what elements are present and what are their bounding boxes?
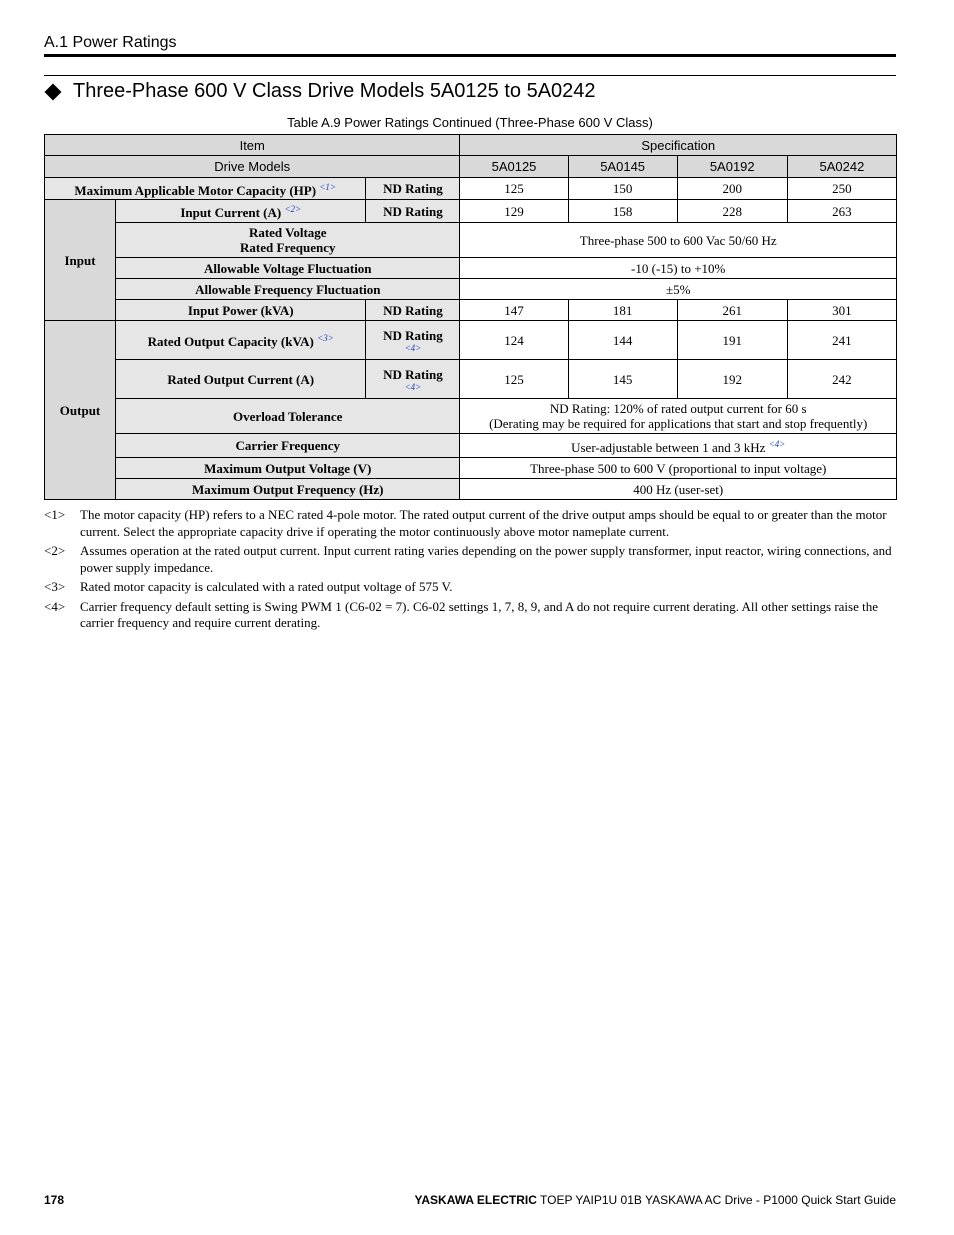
page-title — [44, 80, 904, 103]
table-cell: 158 — [568, 200, 677, 223]
motor-capacity-row — [45, 178, 897, 200]
table-cell: Three-phase 500 to 600 V (proportional to input voltage) — [460, 458, 897, 479]
table-cell: 400 Hz (user-set) — [460, 479, 897, 500]
table-cell: 144 — [568, 321, 677, 360]
table-cell: ±5% — [460, 279, 897, 300]
model-header: 5A0125 — [460, 156, 568, 178]
table-cell: 129 — [460, 200, 568, 223]
max-voltage-row — [45, 458, 897, 479]
carrier-frequency-row — [45, 434, 897, 458]
footnote-ref-link[interactable]: <4> — [768, 438, 786, 449]
power-ratings-table — [44, 134, 897, 500]
model-header: 5A0145 — [568, 156, 677, 178]
carrier-frequency-label: Carrier Frequency — [116, 434, 460, 458]
table-cell: 250 — [787, 178, 896, 200]
models-row — [45, 156, 897, 178]
page-title-text: Three-Phase 600 V Class Drive Models 5A0125 to 5A0242 — [73, 80, 596, 102]
table-cell: -10 (-15) to +10% — [460, 258, 897, 279]
footnote — [44, 579, 896, 596]
title-rule — [44, 75, 896, 76]
nd-rating-label: ND Rating — [366, 300, 460, 321]
table-cell: 181 — [568, 300, 677, 321]
footnote-text: Assumes operation at the rated output current. Input current rating varies depending on the power supply transformer, input reactor, wiring connections, and power supply impedance. — [80, 543, 892, 575]
output-capacity-label: Rated Output Capacity (kVA) $^{<3>}$ — [116, 321, 366, 360]
table-cell: 263 — [787, 200, 896, 223]
table-cell: Three-phase 500 to 600 Vac 50/60 Hz — [460, 223, 897, 258]
footer-brand: YASKAWA ELECTRIC — [414, 1193, 537, 1207]
output-current-row — [45, 360, 897, 399]
input-power-row — [45, 300, 897, 321]
table-cell: 261 — [677, 300, 787, 321]
footnote-tag: <1> — [44, 507, 66, 522]
rated-voltage-frequency-label: Rated Voltage Rated Frequency — [116, 223, 460, 258]
table-caption: Table A.9 Power Ratings Continued (Three-Phase 600 V Class) — [287, 115, 653, 130]
section-header: A.1 Power Ratings — [44, 34, 177, 51]
overload-label: Overload Tolerance — [116, 399, 460, 434]
motor-capacity-label: Maximum Applicable Motor Capacity (HP) $^{<1>}$ — [45, 178, 366, 200]
table-cell: ND Rating: 120% of rated output current for 60 s (Derating may be required for applications that start and stop frequently) — [460, 399, 897, 434]
footnote-tag: <2> — [44, 543, 66, 558]
table-cell: 150 — [568, 178, 677, 200]
nd-rating-label: ND Rating — [366, 178, 460, 200]
footnote-ref-link[interactable]: <3> — [317, 333, 334, 343]
voltage-fluctuation-row — [45, 258, 897, 279]
output-current-label: Rated Output Current (A) — [116, 360, 366, 399]
footnote — [44, 599, 896, 632]
max-frequency-row — [45, 479, 897, 500]
table-cell: 192 — [677, 360, 787, 399]
table-cell: 191 — [677, 321, 787, 360]
diamond-bullet-icon — [45, 83, 62, 100]
max-voltage-label: Maximum Output Voltage (V) — [116, 458, 460, 479]
input-current-label: Input Current (A) $^{<2>}$ — [116, 200, 366, 223]
table-cell: 200 — [677, 178, 787, 200]
footnote — [44, 507, 896, 540]
footnote-tag: <4> — [44, 598, 66, 614]
table-cell: 124 — [460, 321, 568, 360]
item-header: Item — [45, 135, 460, 156]
footnote-tag: <3> — [44, 579, 66, 594]
input-power-label: Input Power (kVA) — [116, 300, 366, 321]
footnote-ref-link[interactable]: <1> — [319, 181, 336, 192]
footnote-text: Rated motor capacity is calculated with a rated output voltage of 575 V. — [80, 579, 453, 594]
table-cell: 301 — [787, 300, 896, 321]
overload-row — [45, 399, 897, 434]
output-group-label: Output — [45, 321, 116, 500]
footnote-ref-link[interactable]: <2> — [284, 204, 302, 214]
footnote-ref-link[interactable]: <4> — [404, 342, 422, 353]
frequency-fluctuation-label: Allowable Frequency Fluctuation — [116, 279, 460, 300]
nd-rating-label: ND Rating <4> — [366, 360, 460, 399]
nd-rating-label: ND Rating — [366, 200, 460, 223]
output-capacity-row — [45, 321, 897, 360]
input-group-label: Input — [45, 200, 116, 321]
footnote — [44, 543, 896, 576]
footnote-ref-link[interactable]: <4> — [404, 381, 422, 392]
table-cell: 228 — [677, 200, 787, 223]
table-cell: 241 — [787, 321, 896, 360]
max-frequency-label: Maximum Output Frequency (Hz) — [116, 479, 460, 500]
table-cell: 147 — [460, 300, 568, 321]
footnotes — [44, 507, 896, 635]
page-number: 178 — [44, 1193, 65, 1207]
table-cell: 125 — [460, 178, 568, 200]
specification-header: Specification — [460, 135, 897, 156]
footer-doc-title: TOEP YAIP1U 01B YASKAWA AC Drive - P1000 Quick Start Guide — [536, 1193, 896, 1207]
model-header: 5A0242 — [787, 156, 896, 178]
footer-document-info — [414, 1193, 896, 1207]
drive-models-label: Drive Models — [45, 156, 460, 178]
input-current-row — [45, 200, 897, 223]
rated-voltage-row — [45, 223, 897, 258]
model-header: 5A0192 — [677, 156, 787, 178]
footnote-text: Carrier frequency default setting is Swing PWM 1 (C6-02 = 7). C6-02 settings 1, 7, 8, 9, and A do not require current derating. All other settings raise the carrier frequency and require current derating. — [80, 598, 879, 630]
table-header-row — [45, 135, 897, 156]
table-cell: 242 — [787, 360, 896, 399]
table-cell: 125 — [460, 360, 568, 399]
header-rule — [44, 54, 896, 57]
nd-rating-label: ND Rating <4> — [366, 321, 460, 360]
voltage-fluctuation-label: Allowable Voltage Fluctuation — [116, 258, 460, 279]
table-cell: User-adjustable between 1 and 3 kHz $^{<4>}$ — [460, 434, 897, 458]
table-cell: 145 — [568, 360, 677, 399]
footnote-text: The motor capacity (HP) refers to a NEC rated 4-pole motor. The rated output current of the drive output amps should be equal to or greater than the motor current. Select the appropriate capacity drive if operating the motor continuously above motor nameplate current. — [80, 507, 887, 539]
frequency-fluctuation-row — [45, 279, 897, 300]
